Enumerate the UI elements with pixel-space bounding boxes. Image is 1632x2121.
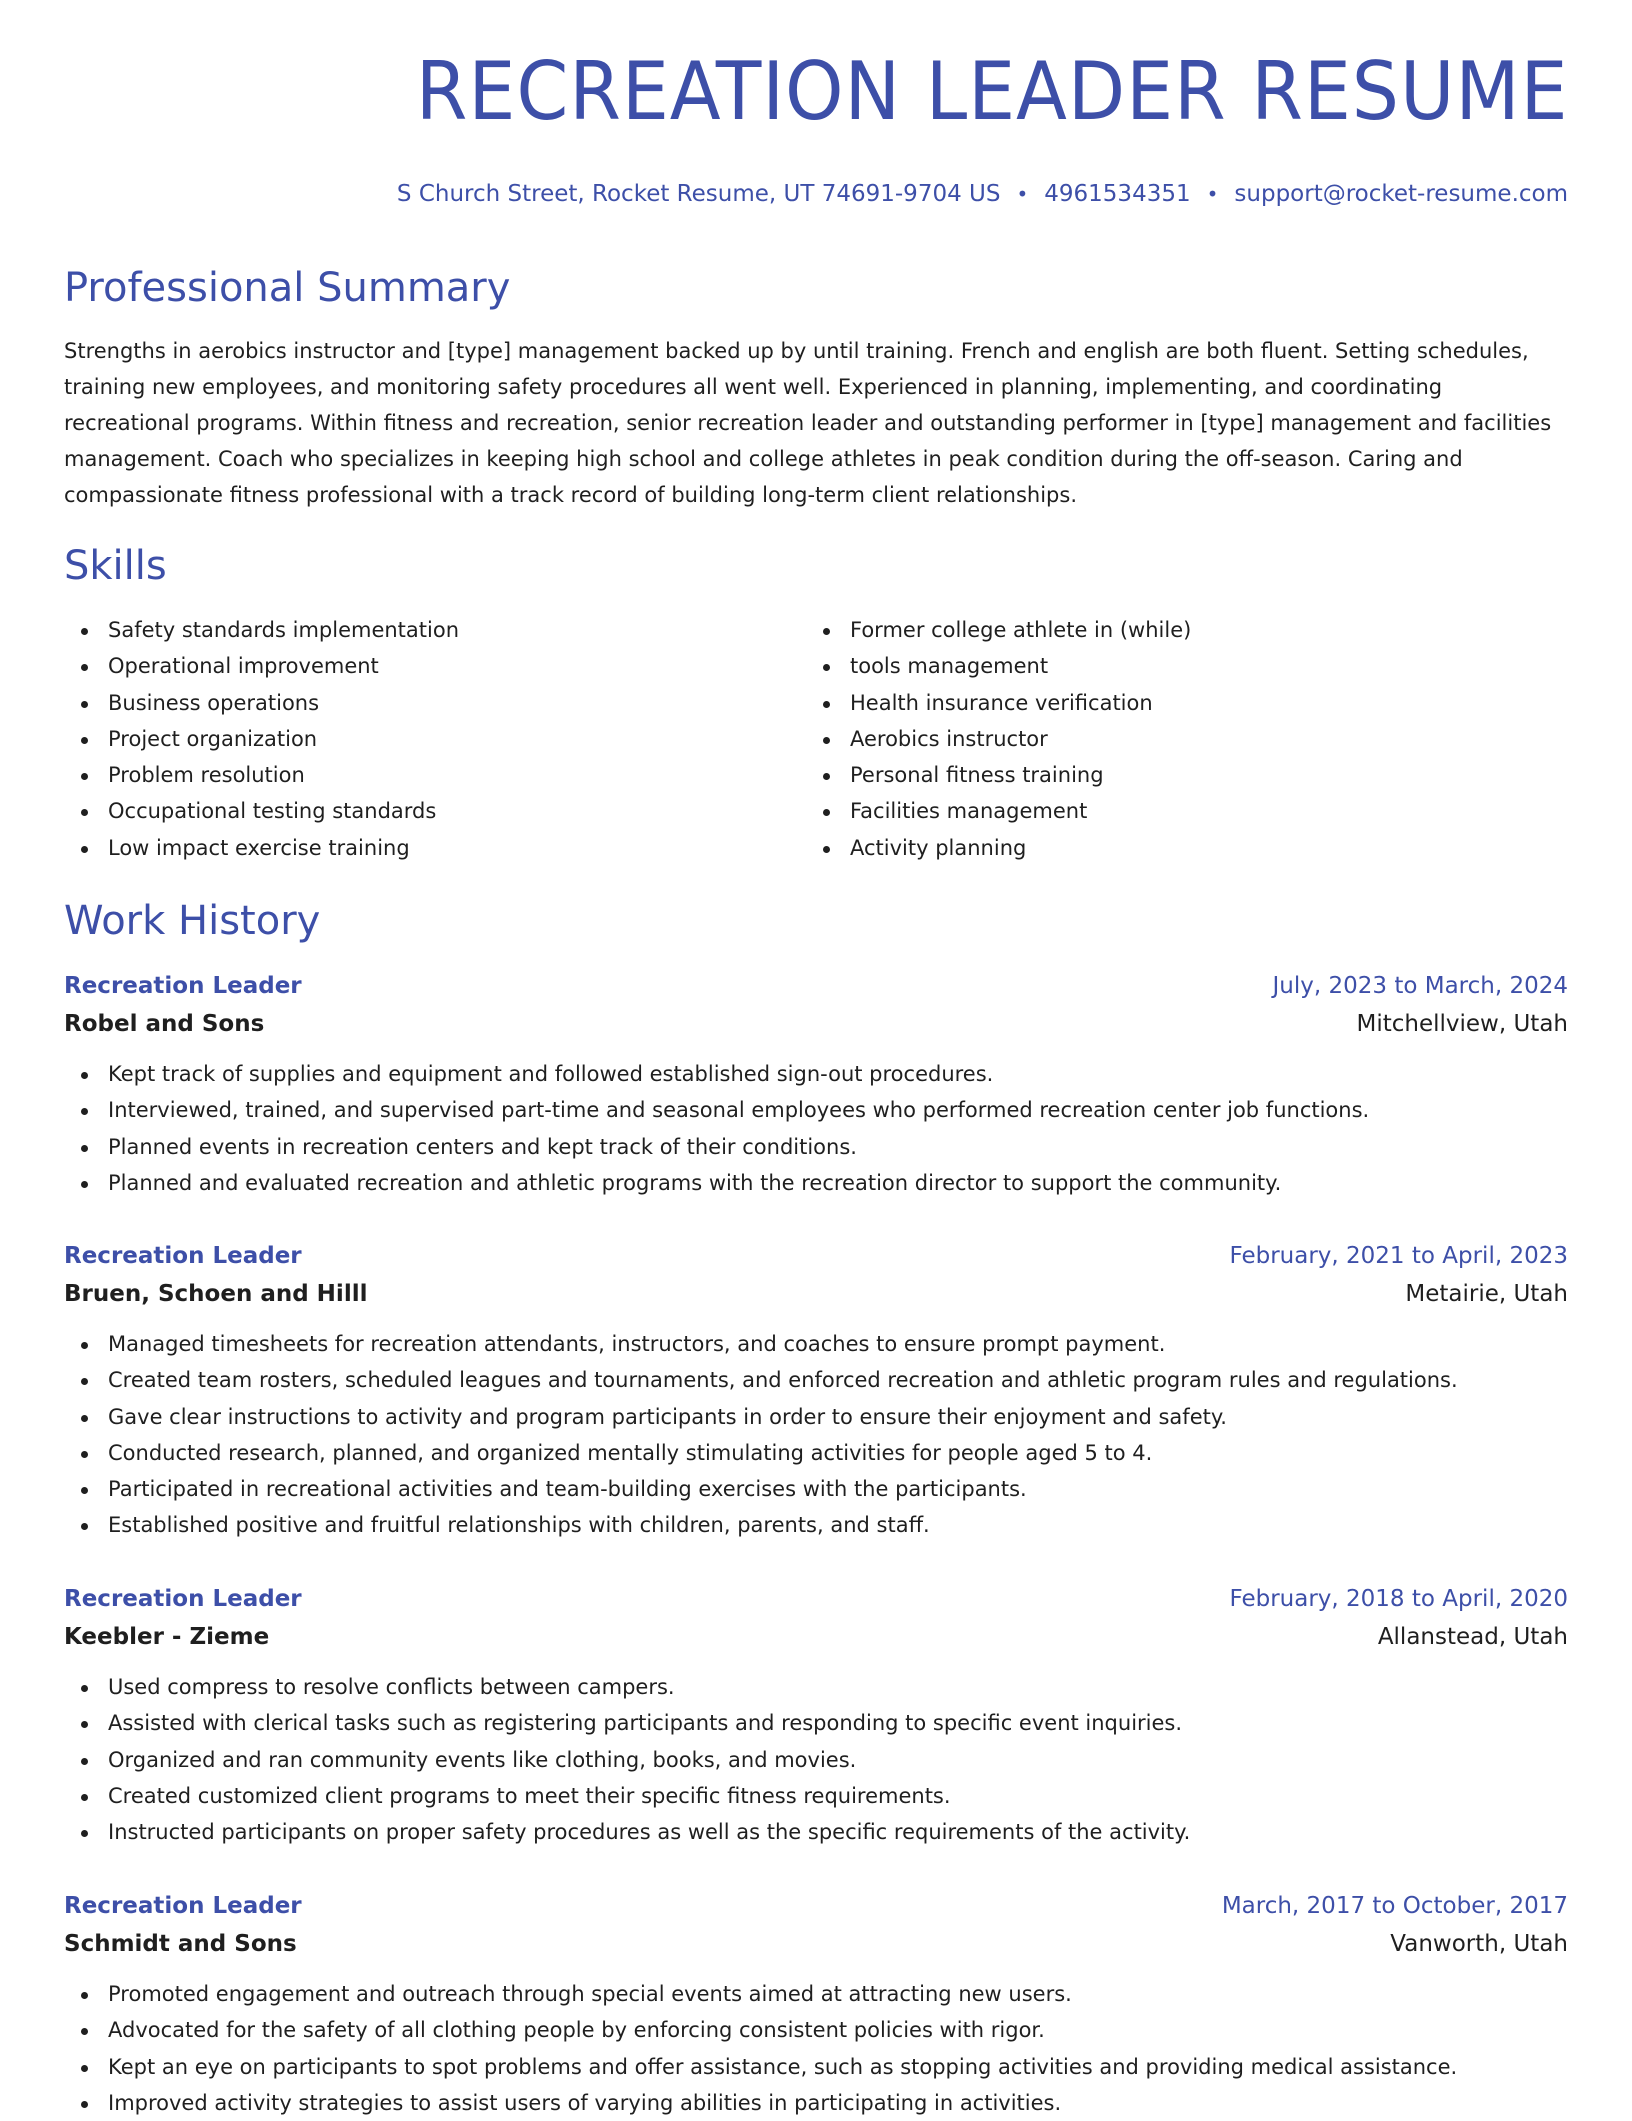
skill-item: Safety standards implementation bbox=[64, 612, 806, 648]
job-dates: February, 2018 to April, 2020 bbox=[1229, 1586, 1568, 1612]
job-title: Recreation Leader bbox=[64, 973, 302, 999]
skill-item: Activity planning bbox=[806, 830, 1548, 866]
job-bullet: Promoted engagement and outreach through special events aimed at attracting new users. bbox=[64, 1976, 1568, 2012]
job-bullet: Created customized client programs to meet their specific fitness requirements. bbox=[64, 1778, 1568, 1814]
job-bullet: Assisted with clerical tasks such as registering participants and responding to specific event inquiries. bbox=[64, 1705, 1568, 1741]
job-bullet: Kept an eye on participants to spot problems and offer assistance, such as stopping activities and providing medical assistance. bbox=[64, 2049, 1568, 2085]
contact-separator: • bbox=[1206, 182, 1219, 206]
job-bullet: Planned and evaluated recreation and athletic programs with the recreation director to support the community. bbox=[64, 1165, 1568, 1201]
job-bullet: Gave clear instructions to activity and program participants in order to ensure their enjoyment and safety. bbox=[64, 1399, 1568, 1435]
job-title: Recreation Leader bbox=[64, 1893, 302, 1919]
job-entry bbox=[64, 968, 1568, 1201]
job-bullet: Organized and ran community events like clothing, books, and movies. bbox=[64, 1742, 1568, 1778]
job-company: Keebler - Zieme bbox=[64, 1624, 270, 1650]
job-bullet: Planned events in recreation centers and kept track of their conditions. bbox=[64, 1129, 1568, 1165]
job-bullet: Improved activity strategies to assist users of varying abilities in participating in activities. bbox=[64, 2085, 1568, 2121]
job-bullet: Created team rosters, scheduled leagues and tournaments, and enforced recreation and athletic program rules and regulations. bbox=[64, 1362, 1568, 1398]
job-dates: February, 2021 to April, 2023 bbox=[1229, 1243, 1568, 1269]
job-entry bbox=[64, 1581, 1568, 1850]
work-history-heading: Work History bbox=[64, 898, 321, 944]
job-company: Robel and Sons bbox=[64, 1011, 265, 1037]
job-bullets bbox=[64, 1326, 1568, 1544]
skill-item: Health insurance verification bbox=[806, 685, 1548, 721]
job-company: Schmidt and Sons bbox=[64, 1931, 297, 1957]
skills-list bbox=[64, 612, 1568, 866]
contact-phone: 4961534351 bbox=[1044, 181, 1191, 207]
job-bullet: Participated in recreational activities and team-building exercises with the participants. bbox=[64, 1471, 1568, 1507]
summary-heading: Professional Summary bbox=[64, 265, 511, 311]
skills-column-left bbox=[64, 612, 806, 866]
skills-column-right bbox=[806, 612, 1548, 866]
job-bullet: Established positive and fruitful relationships with children, parents, and staff. bbox=[64, 1507, 1568, 1543]
contact-address: S Church Street, Rocket Resume, UT 74691-9704 US bbox=[396, 181, 1001, 207]
job-dates: March, 2017 to October, 2017 bbox=[1221, 1893, 1568, 1919]
job-bullet: Used compress to resolve conflicts between campers. bbox=[64, 1669, 1568, 1705]
contact-line bbox=[397, 181, 1568, 207]
job-company: Bruen, Schoen and Hilll bbox=[64, 1281, 368, 1307]
job-title: Recreation Leader bbox=[64, 1243, 302, 1269]
skill-item: Operational improvement bbox=[64, 648, 806, 684]
job-bullet: Conducted research, planned, and organized mentally stimulating activities for people aged 5 to 4. bbox=[64, 1435, 1568, 1471]
job-entry bbox=[64, 1888, 1568, 2121]
skill-item: Aerobics instructor bbox=[806, 721, 1548, 757]
job-bullets bbox=[64, 1976, 1568, 2121]
contact-email[interactable]: support@rocket-resume.com bbox=[1234, 181, 1568, 207]
job-location: Mitchellview, Utah bbox=[1356, 1011, 1568, 1037]
skill-item: Former college athlete in (while) bbox=[806, 612, 1548, 648]
skill-item: Personal fitness training bbox=[806, 757, 1548, 793]
job-bullet: Advocated for the safety of all clothing people by enforcing consistent policies with rigor. bbox=[64, 2012, 1568, 2048]
job-bullet: Instructed participants on proper safety procedures as well as the specific requirements of the activity. bbox=[64, 1814, 1568, 1850]
resume-title: RECREATION LEADER RESUME bbox=[415, 45, 1568, 138]
job-dates: July, 2023 to March, 2024 bbox=[1272, 973, 1568, 999]
job-location: Allanstead, Utah bbox=[1377, 1624, 1568, 1650]
skill-item: Low impact exercise training bbox=[64, 830, 806, 866]
resume-page bbox=[64, 0, 1568, 2115]
skill-item: Occupational testing standards bbox=[64, 793, 806, 829]
skill-item: tools management bbox=[806, 648, 1548, 684]
job-bullet: Interviewed, trained, and supervised part-time and seasonal employees who performed recreation center job functions. bbox=[64, 1092, 1568, 1128]
job-bullet: Managed timesheets for recreation attendants, instructors, and coaches to ensure prompt payment. bbox=[64, 1326, 1568, 1362]
job-entry bbox=[64, 1238, 1568, 1544]
job-bullets bbox=[64, 1669, 1568, 1850]
skill-item: Business operations bbox=[64, 685, 806, 721]
job-bullet: Kept track of supplies and equipment and followed established sign-out procedures. bbox=[64, 1056, 1568, 1092]
job-bullets bbox=[64, 1056, 1568, 1201]
skills-heading: Skills bbox=[64, 543, 167, 589]
skill-item: Problem resolution bbox=[64, 757, 806, 793]
job-location: Vanworth, Utah bbox=[1390, 1931, 1568, 1957]
skill-item: Facilities management bbox=[806, 793, 1548, 829]
skill-item: Project organization bbox=[64, 721, 806, 757]
contact-separator: • bbox=[1016, 182, 1029, 206]
job-location: Metairie, Utah bbox=[1405, 1281, 1568, 1307]
job-title: Recreation Leader bbox=[64, 1586, 302, 1612]
summary-text: Strengths in aerobics instructor and [type] management backed up by until training. French and english are both fluent. Setting schedules, training new employees, and monitoring safety procedures all went well. Experienced in planning, implementing, and coordinating recreational programs. Within fitness and recreation, senior recreation leader and outstanding performer in [type] management and facilities management. Coach who specializes in keeping high school and college athletes in peak condition during the off-season. Caring and compassionate fitness professional with a track record of building long-term client relationships. bbox=[64, 339, 1552, 507]
